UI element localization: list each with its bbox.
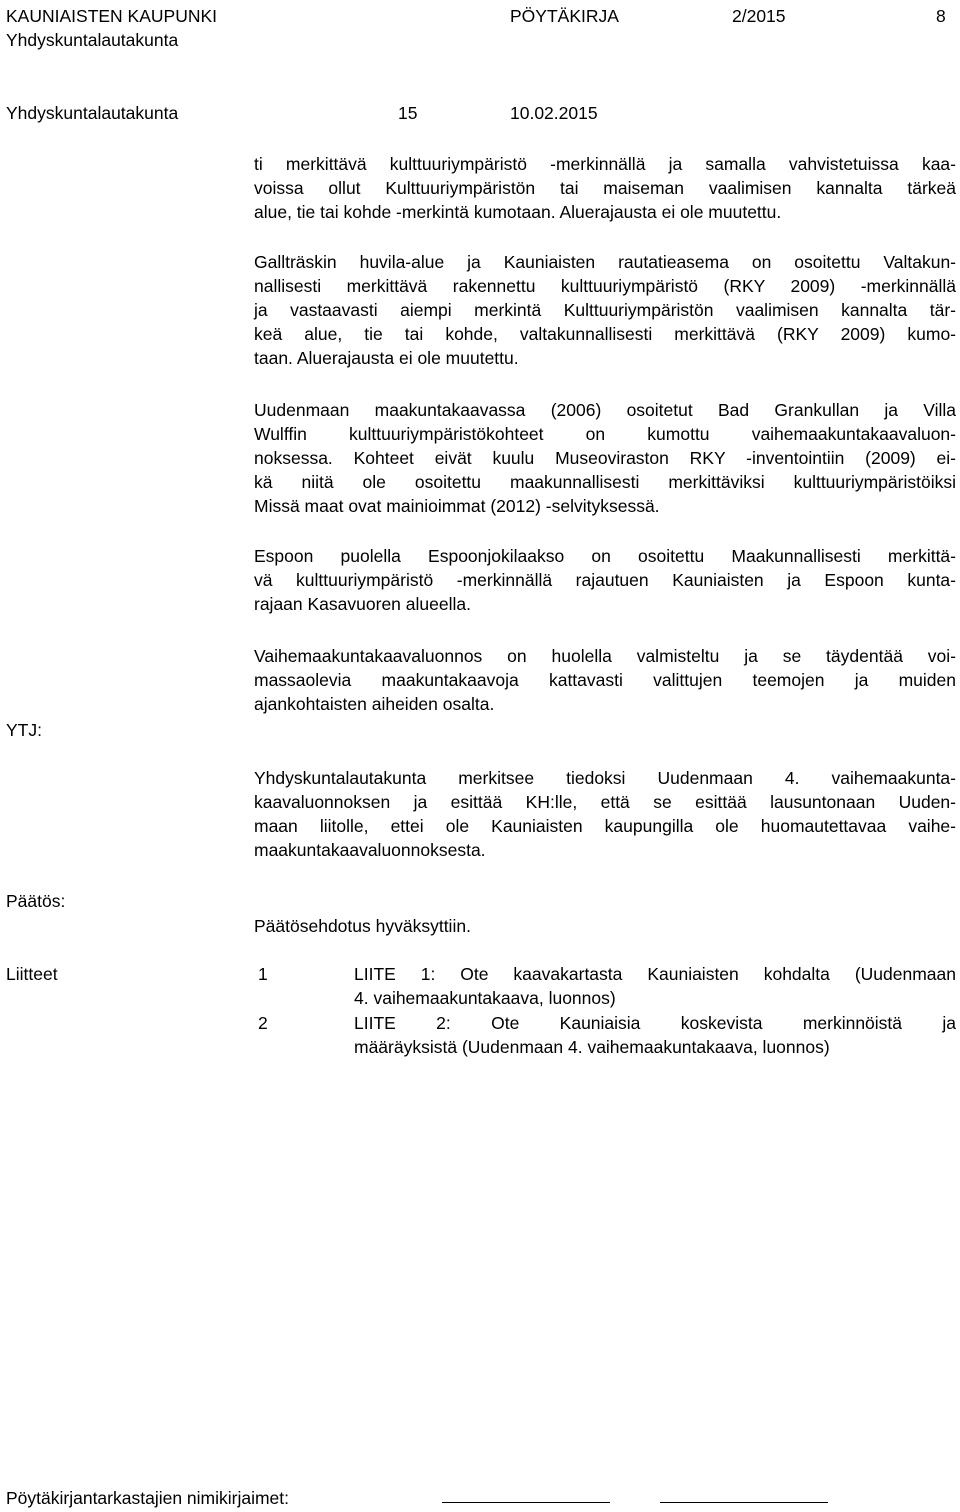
meeting-committee: Yhdyskuntalautakunta [6, 103, 179, 123]
paragraph-line: Wulffin kulttuuriympäristökohteet on kumottu vaihemaakuntakaavaluon- [254, 424, 956, 444]
paragraph-line: voissa ollut Kulttuuriympäristön tai maiseman vaalimisen kannalta tärkeä [254, 178, 956, 198]
paragraph-line: Yhdyskuntalautakunta merkitsee tiedoksi Uudenmaan 4. vaihemaakunta- [254, 768, 956, 788]
paragraph-line: ja vastaavasti aiempi merkintä Kulttuuriympäristön vaalimisen kannalta tär- [254, 300, 956, 320]
paragraph-line: Uudenmaan maakuntakaavassa (2006) osoitetut Bad Grankullan ja Villa [254, 400, 956, 420]
paragraph-3 [254, 398, 956, 518]
signature-line-1 [442, 1502, 610, 1503]
attachment-number: 2 [258, 1013, 268, 1033]
decision-label: Päätös: [6, 891, 66, 911]
attachment-line: määräyksistä (Uudenmaan 4. vaihemaakuntakaava, luonnos) [354, 1037, 830, 1057]
attachment-line: LIITE 2: Ote Kauniaisia koskevista merkinnöistä ja [354, 1013, 956, 1033]
paragraph-line: ajankohtaisten aiheiden osalta. [254, 694, 495, 714]
paragraph-line: kä niitä ole osoitettu maakunnallisesti merkittäviksi kulttuuriympäristöiksi [254, 472, 956, 492]
header-committee: Yhdyskuntalautakunta [6, 30, 179, 50]
decision-text: Päätösehdotus hyväksyttiin. [254, 916, 471, 936]
paragraph-line: massaolevia maakuntakaavoja kattavasti valittujen teemojen ja muiden [254, 670, 956, 690]
doc-type: PÖYTÄKIRJA [510, 6, 619, 26]
page-number: 8 [936, 6, 946, 26]
signature-line-2 [660, 1502, 828, 1503]
paragraph-6 [254, 766, 956, 862]
paragraph-line: Missä maat ovat mainioimmat (2012) -selvityksessä. [254, 496, 660, 516]
paragraph-line: keä alue, tie tai kohde, valtakunnallisesti merkittävä (RKY 2009) kumo- [254, 324, 956, 344]
paragraph-line: rajaan Kasavuoren alueella. [254, 594, 471, 614]
attachment-line: LIITE 1: Ote kaavakartasta Kauniaisten kohdalta (Uudenmaan [354, 964, 956, 984]
attachment-number: 1 [258, 964, 268, 984]
paragraph-line: alue, tie tai kohde -merkintä kumotaan. Aluerajausta ei ole muutettu. [254, 202, 782, 222]
meeting-date: 10.02.2015 [510, 103, 598, 123]
attachment-line: 4. vaihemaakuntakaava, luonnos) [354, 988, 616, 1008]
paragraph-4 [254, 544, 956, 616]
attachment-1 [354, 962, 956, 1010]
paragraph-line: taan. Aluerajausta ei ole muutettu. [254, 348, 519, 368]
paragraph-line: kaavaluonnoksen ja esittää KH:lle, että se esittää lausuntonaan Uuden- [254, 792, 956, 812]
paragraph-2 [254, 250, 956, 370]
attachment-2 [354, 1011, 956, 1059]
item-number: 15 [398, 103, 418, 123]
ytj-label: YTJ: [6, 720, 42, 740]
paragraph-line: Gallträskin huvila-alue ja Kauniaisten rautatieasema on osoitettu Valtakun- [254, 252, 956, 272]
paragraph-5 [254, 644, 956, 716]
paragraph-line: vä kulttuuriympäristö -merkinnällä rajautuen Kauniaisten ja Espoon kunta- [254, 570, 956, 590]
paragraph-line: maakuntakaavaluonnoksesta. [254, 840, 486, 860]
paragraph-1 [254, 152, 956, 224]
paragraph-line: noksessa. Kohteet eivät kuulu Museoviraston RKY -inventointiin (2009) ei- [254, 448, 956, 468]
paragraph-line: maan liitolle, ettei ole Kauniaisten kaupungilla ole huomautettavaa vaihe- [254, 816, 956, 836]
org-name: KAUNIAISTEN KAUPUNKI [6, 6, 218, 26]
paragraph-line: ti merkittävä kulttuuriympäristö -merkinnällä ja samalla vahvistetuissa kaa- [254, 154, 956, 174]
signature-label: Pöytäkirjantarkastajien nimikirjaimet: [6, 1488, 290, 1508]
paragraph-line: Vaihemaakuntakaavaluonnos on huolella valmisteltu ja se täydentää voi- [254, 646, 956, 666]
attachments-label: Liitteet [6, 964, 58, 984]
doc-number: 2/2015 [732, 6, 786, 26]
paragraph-line: Espoon puolella Espoonjokilaakso on osoitettu Maakunnallisesti merkittä- [254, 546, 956, 566]
paragraph-line: nallisesti merkittävä rakennettu kulttuuriympäristö (RKY 2009) -merkinnällä [254, 276, 956, 296]
